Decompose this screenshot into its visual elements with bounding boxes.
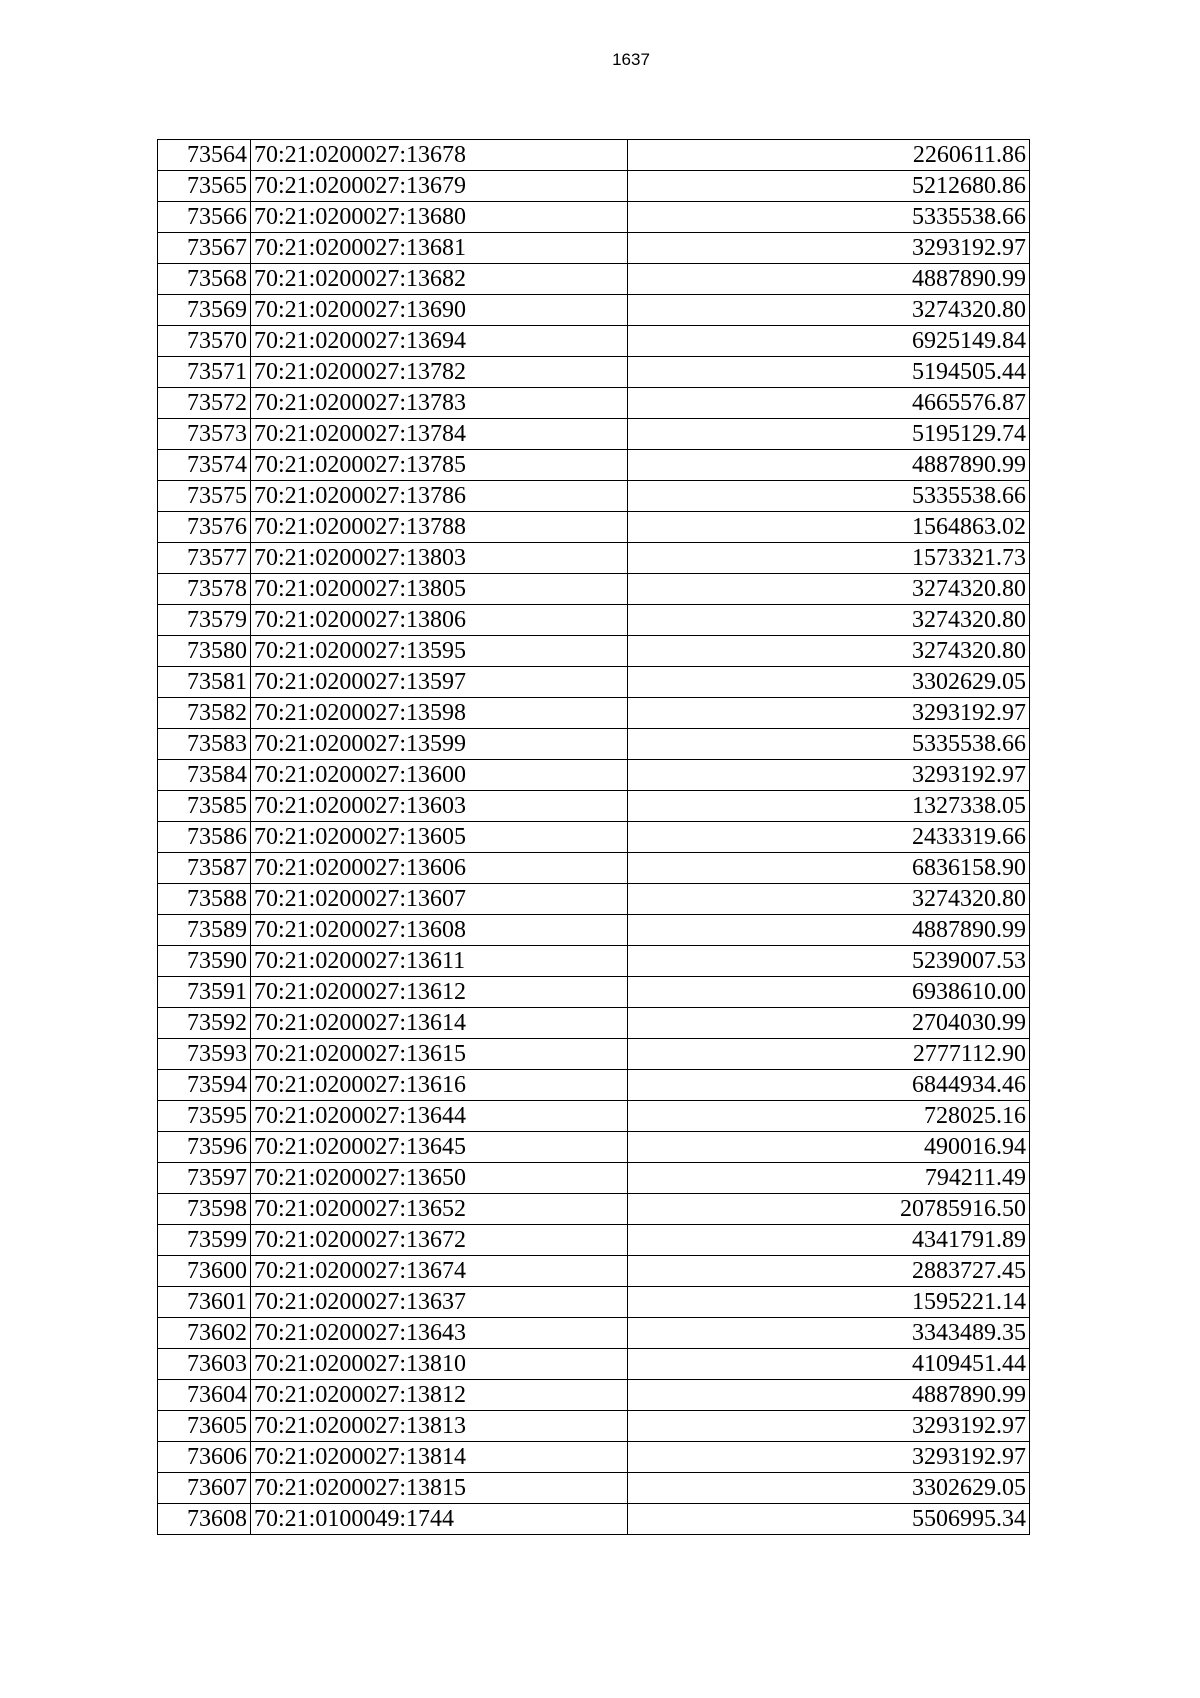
value-cell: 5335538.66: [628, 481, 1030, 512]
row-number-cell: 73608: [158, 1504, 251, 1535]
value-cell: 2777112.90: [628, 1039, 1030, 1070]
value-cell: 5335538.66: [628, 729, 1030, 760]
cadastral-number-cell: 70:21:0200027:13788: [251, 512, 628, 543]
cadastral-number-cell: 70:21:0200027:13652: [251, 1194, 628, 1225]
table-row: [158, 977, 1030, 1008]
value-cell: 5506995.34: [628, 1504, 1030, 1535]
cadastral-number-cell: 70:21:0200027:13810: [251, 1349, 628, 1380]
table-row: [158, 1411, 1030, 1442]
table-row: [158, 1132, 1030, 1163]
value-cell: 1564863.02: [628, 512, 1030, 543]
value-cell: 3293192.97: [628, 233, 1030, 264]
cadastral-number-cell: 70:21:0200027:13612: [251, 977, 628, 1008]
table-row: [158, 1473, 1030, 1504]
table-row: [158, 1442, 1030, 1473]
value-cell: 3302629.05: [628, 1473, 1030, 1504]
table-row: [158, 171, 1030, 202]
table-row: [158, 729, 1030, 760]
table-row: [158, 698, 1030, 729]
row-number-cell: 73577: [158, 543, 251, 574]
cadastral-number-cell: 70:21:0200027:13815: [251, 1473, 628, 1504]
cadastral-number-cell: 70:21:0200027:13784: [251, 419, 628, 450]
table-row: [158, 543, 1030, 574]
cadastral-number-cell: 70:21:0200027:13782: [251, 357, 628, 388]
cadastral-number-cell: 70:21:0200027:13606: [251, 853, 628, 884]
cadastral-number-cell: 70:21:0200027:13645: [251, 1132, 628, 1163]
row-number-cell: 73570: [158, 326, 251, 357]
value-cell: 3293192.97: [628, 698, 1030, 729]
cadastral-number-cell: 70:21:0200027:13597: [251, 667, 628, 698]
row-number-cell: 73568: [158, 264, 251, 295]
table-row: [158, 1194, 1030, 1225]
value-cell: 4341791.89: [628, 1225, 1030, 1256]
table-row: [158, 1163, 1030, 1194]
value-cell: 1595221.14: [628, 1287, 1030, 1318]
row-number-cell: 73576: [158, 512, 251, 543]
value-cell: 5212680.86: [628, 171, 1030, 202]
cadastral-number-cell: 70:21:0200027:13611: [251, 946, 628, 977]
row-number-cell: 73594: [158, 1070, 251, 1101]
table-row: [158, 1256, 1030, 1287]
table-row: [158, 326, 1030, 357]
row-number-cell: 73606: [158, 1442, 251, 1473]
value-cell: 6938610.00: [628, 977, 1030, 1008]
table-row: [158, 357, 1030, 388]
table-row: [158, 760, 1030, 791]
table-row: [158, 636, 1030, 667]
table-row: [158, 450, 1030, 481]
table-row: [158, 574, 1030, 605]
row-number-cell: 73591: [158, 977, 251, 1008]
cadastral-number-cell: 70:21:0200027:13679: [251, 171, 628, 202]
table-row: [158, 1008, 1030, 1039]
value-cell: 490016.94: [628, 1132, 1030, 1163]
table-row: [158, 1225, 1030, 1256]
value-cell: 3274320.80: [628, 636, 1030, 667]
row-number-cell: 73584: [158, 760, 251, 791]
value-cell: 3293192.97: [628, 760, 1030, 791]
row-number-cell: 73604: [158, 1380, 251, 1411]
row-number-cell: 73602: [158, 1318, 251, 1349]
row-number-cell: 73580: [158, 636, 251, 667]
row-number-cell: 73592: [158, 1008, 251, 1039]
value-cell: 728025.16: [628, 1101, 1030, 1132]
cadastral-number-cell: 70:21:0200027:13650: [251, 1163, 628, 1194]
table-row: [158, 1380, 1030, 1411]
value-cell: 6925149.84: [628, 326, 1030, 357]
cadastral-number-cell: 70:21:0200027:13681: [251, 233, 628, 264]
value-cell: 3274320.80: [628, 574, 1030, 605]
cadastral-number-cell: 70:21:0200027:13785: [251, 450, 628, 481]
row-number-cell: 73595: [158, 1101, 251, 1132]
cadastral-number-cell: 70:21:0200027:13616: [251, 1070, 628, 1101]
cadastral-number-cell: 70:21:0200027:13680: [251, 202, 628, 233]
row-number-cell: 73593: [158, 1039, 251, 1070]
table-row: [158, 1504, 1030, 1535]
value-cell: 1327338.05: [628, 791, 1030, 822]
value-cell: 2260611.86: [628, 140, 1030, 171]
table-body: [158, 140, 1030, 1535]
value-cell: 3343489.35: [628, 1318, 1030, 1349]
row-number-cell: 73574: [158, 450, 251, 481]
value-cell: 2883727.45: [628, 1256, 1030, 1287]
value-cell: 5194505.44: [628, 357, 1030, 388]
table-row: [158, 1318, 1030, 1349]
table-row: [158, 295, 1030, 326]
table-row: [158, 140, 1030, 171]
value-cell: 2433319.66: [628, 822, 1030, 853]
cadastral-number-cell: 70:21:0200027:13608: [251, 915, 628, 946]
cadastral-number-cell: 70:21:0200027:13607: [251, 884, 628, 915]
row-number-cell: 73607: [158, 1473, 251, 1504]
cadastral-number-cell: 70:21:0200027:13803: [251, 543, 628, 574]
cadastral-number-cell: 70:21:0200027:13643: [251, 1318, 628, 1349]
table-row: [158, 388, 1030, 419]
row-number-cell: 73566: [158, 202, 251, 233]
cadastral-number-cell: 70:21:0200027:13806: [251, 605, 628, 636]
row-number-cell: 73603: [158, 1349, 251, 1380]
row-number-cell: 73598: [158, 1194, 251, 1225]
table-row: [158, 1101, 1030, 1132]
cadastral-number-cell: 70:21:0200027:13605: [251, 822, 628, 853]
value-cell: 3274320.80: [628, 605, 1030, 636]
cadastral-number-cell: 70:21:0200027:13814: [251, 1442, 628, 1473]
value-cell: 3302629.05: [628, 667, 1030, 698]
table-row: [158, 915, 1030, 946]
value-cell: 20785916.50: [628, 1194, 1030, 1225]
value-cell: 794211.49: [628, 1163, 1030, 1194]
row-number-cell: 73587: [158, 853, 251, 884]
value-cell: 5239007.53: [628, 946, 1030, 977]
table-row: [158, 1287, 1030, 1318]
row-number-cell: 73589: [158, 915, 251, 946]
table-row: [158, 233, 1030, 264]
table-row: [158, 512, 1030, 543]
cadastral-number-cell: 70:21:0100049:1744: [251, 1504, 628, 1535]
cadastral-number-cell: 70:21:0200027:13595: [251, 636, 628, 667]
table-row: [158, 946, 1030, 977]
cadastral-number-cell: 70:21:0200027:13786: [251, 481, 628, 512]
table-row: [158, 1349, 1030, 1380]
row-number-cell: 73569: [158, 295, 251, 326]
value-cell: 4887890.99: [628, 1380, 1030, 1411]
cadastral-number-cell: 70:21:0200027:13644: [251, 1101, 628, 1132]
value-cell: 3293192.97: [628, 1411, 1030, 1442]
table-row: [158, 822, 1030, 853]
cadastral-number-cell: 70:21:0200027:13690: [251, 295, 628, 326]
row-number-cell: 73596: [158, 1132, 251, 1163]
table-row: [158, 202, 1030, 233]
row-number-cell: 73571: [158, 357, 251, 388]
value-cell: 4109451.44: [628, 1349, 1030, 1380]
table-row: [158, 1039, 1030, 1070]
cadastral-number-cell: 70:21:0200027:13682: [251, 264, 628, 295]
table-row: [158, 884, 1030, 915]
row-number-cell: 73601: [158, 1287, 251, 1318]
value-cell: 4887890.99: [628, 915, 1030, 946]
row-number-cell: 73582: [158, 698, 251, 729]
row-number-cell: 73590: [158, 946, 251, 977]
row-number-cell: 73585: [158, 791, 251, 822]
table-row: [158, 481, 1030, 512]
row-number-cell: 73575: [158, 481, 251, 512]
table-row: [158, 605, 1030, 636]
value-cell: 3293192.97: [628, 1442, 1030, 1473]
row-number-cell: 73579: [158, 605, 251, 636]
cadastral-number-cell: 70:21:0200027:13805: [251, 574, 628, 605]
row-number-cell: 73564: [158, 140, 251, 171]
cadastral-number-cell: 70:21:0200027:13678: [251, 140, 628, 171]
value-cell: 1573321.73: [628, 543, 1030, 574]
row-number-cell: 73586: [158, 822, 251, 853]
value-cell: 5195129.74: [628, 419, 1030, 450]
cadastral-number-cell: 70:21:0200027:13813: [251, 1411, 628, 1442]
cadastral-number-cell: 70:21:0200027:13672: [251, 1225, 628, 1256]
row-number-cell: 73588: [158, 884, 251, 915]
cadastral-number-cell: 70:21:0200027:13674: [251, 1256, 628, 1287]
row-number-cell: 73567: [158, 233, 251, 264]
cadastral-number-cell: 70:21:0200027:13600: [251, 760, 628, 791]
value-cell: 4887890.99: [628, 264, 1030, 295]
cadastral-number-cell: 70:21:0200027:13783: [251, 388, 628, 419]
value-cell: 6844934.46: [628, 1070, 1030, 1101]
cadastral-number-cell: 70:21:0200027:13599: [251, 729, 628, 760]
value-cell: 6836158.90: [628, 853, 1030, 884]
cadastral-number-cell: 70:21:0200027:13812: [251, 1380, 628, 1411]
cadastral-number-cell: 70:21:0200027:13614: [251, 1008, 628, 1039]
value-cell: 4665576.87: [628, 388, 1030, 419]
row-number-cell: 73572: [158, 388, 251, 419]
row-number-cell: 73581: [158, 667, 251, 698]
cadastral-number-cell: 70:21:0200027:13603: [251, 791, 628, 822]
table-row: [158, 419, 1030, 450]
cadastral-number-cell: 70:21:0200027:13637: [251, 1287, 628, 1318]
cadastral-number-cell: 70:21:0200027:13694: [251, 326, 628, 357]
row-number-cell: 73573: [158, 419, 251, 450]
value-cell: 4887890.99: [628, 450, 1030, 481]
value-cell: 3274320.80: [628, 295, 1030, 326]
row-number-cell: 73597: [158, 1163, 251, 1194]
row-number-cell: 73600: [158, 1256, 251, 1287]
table-row: [158, 853, 1030, 884]
row-number-cell: 73565: [158, 171, 251, 202]
row-number-cell: 73599: [158, 1225, 251, 1256]
value-cell: 3274320.80: [628, 884, 1030, 915]
page-number: 1637: [612, 50, 650, 69]
value-cell: 2704030.99: [628, 1008, 1030, 1039]
value-cell: 5335538.66: [628, 202, 1030, 233]
table-row: [158, 791, 1030, 822]
row-number-cell: 73605: [158, 1411, 251, 1442]
cadastral-number-cell: 70:21:0200027:13598: [251, 698, 628, 729]
table-row: [158, 667, 1030, 698]
row-number-cell: 73583: [158, 729, 251, 760]
table-row: [158, 1070, 1030, 1101]
row-number-cell: 73578: [158, 574, 251, 605]
cadastral-value-table: [157, 139, 1030, 1535]
table-row: [158, 264, 1030, 295]
cadastral-number-cell: 70:21:0200027:13615: [251, 1039, 628, 1070]
